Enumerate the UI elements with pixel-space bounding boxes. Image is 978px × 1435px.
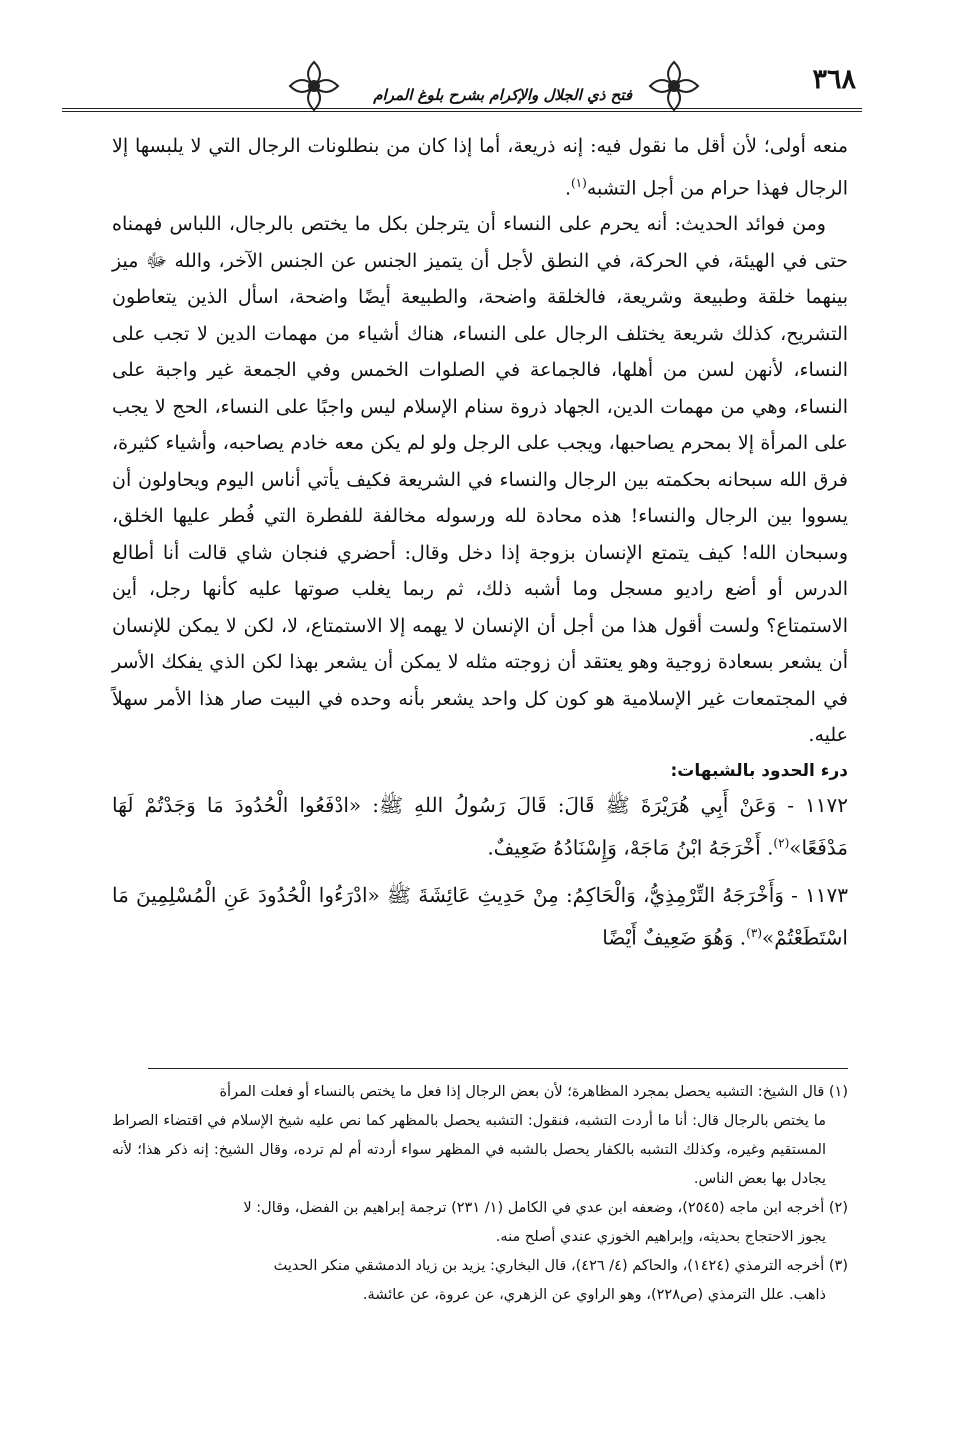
footnote-continuation: يجوز الاحتجاج بحديثه، وإبراهيم الخوزي عندي أصلح منه. [495,1229,826,1245]
ornament-icon [646,58,702,114]
footnotes [112,1078,848,1310]
footnote: (٢) أخرجه ابن ماجه (٢٥٤٥)، وضعفه ابن عدي في الكامل (١/ ٢٣١) ترجمة إبراهيم بن الفضل، وقال: لا [243,1200,848,1216]
header-divider [62,108,862,112]
page-header [62,58,862,120]
paragraph: منعه أولى؛ لأن أقل ما نقول فيه: إنه ذريعة، أما إذا كان من بنطلونات الرجال التي لا يلبسها إلا الرجال فهذا حرام من أجل التشبه$^{(١)}$. [112,135,848,199]
footnote-continuation: ذاهب. علل الترمذي (ص٢٢٨)، وهو الراوي عن الزهري، عن عروة، عن عائشة. [362,1287,826,1303]
footnote-continuation: ما يختص بالرجال قال: أنا ما أردت التشبه، فنقول: التشبه يحصل بالمظهر كما نص عليه شيخ الإسلام في اقتضاء الصراط المستقيم وغيره، وكذلك التشبه بالكفار يحصل بالشبه في المظهر سواء أردته أم لم ترده، وقال الشيخ: إنه ذكر هذا؛ لأنه يجادل بها بعض الناس. [112,1113,826,1187]
footnote-ref: (٢) [773,835,790,850]
footnote-divider [148,1068,848,1069]
hadith-entry: ١١٧٢ - وَعَنْ أَبِي هُرَيْرَةَ ﷺ قَالَ: قَالَ رَسُولُ اللهِ ﷺ: «ادْفَعُوا الْحُدُودَ مَا وَجَدْتُمْ لَهَا مَدْفَعًا»$^{(٢)}$. أَخْرَجَهُ ابْنُ مَاجَهْ، وَإِسْنَادُهُ ضَعِيفٌ. [112,792,848,860]
hadith-entry: ١١٧٣ - وَأَخْرَجَهُ التِّرْمِذِيُّ، وَالْحَاكِمُ: مِنْ حَدِيثِ عَائِشَةَ ﷺ «ادْرَءُوا الْحُدُودَ عَنِ الْمُسْلِمِينَ مَا اسْتَطَعْتُمْ»$^{(٣)}$. وَهُوَ ضَعِيفٌ أَيْضًا [112,883,848,951]
footnote: (١) قال الشيخ: التشبه يحصل بمجرد المظاهرة؛ لأن بعض الرجال إذا فعل ما يختص بالنساء أو فعلت المرأة [219,1084,848,1100]
paragraph: ومن فوائد الحديث: أنه يحرم على النساء أن يترجلن بكل ما يختص بالرجال، اللباس فهمناه حتى في الهيئة، في الحركة، في النطق لأجل أن يتميز الجنس عن الجنس الآخر، والله ﷻ ميز بينهما خلقة وطبيعة وشريعة، فالخلقة واضحة، والطبيعة أيضًا واضحة، اسأل الذين يتعاطون التشريح، كذلك شريعة يختلف الرجال على النساء، هناك أشياء من مهمات الدين لا تجب على النساء، لأنهن لسن من أهلها، فالجماعة في الصلوات الخمس وفي الجمعة غير واجبة على النساء، وهي من مهمات الدين، الجهاد ذروة سنام الإسلام ليس واجبًا على النساء، الحج لا يجب على المرأة إلا بمحرم يصاحبها، ويجب على الرجل ولو لم يكن معه خادم يصاحبه، وأشياء كثيرة، فرق الله سبحانه بحكمته بين الرجال والنساء في الشريعة فكيف يأتي أناس اليوم ويحاولون أن يسووا بين الرجال والنساء! هذه محادة لله ورسوله مخالفة للفطرة التي فُطر عليها الخلق، وسبحان الله! كيف يتمتع الإنسان بزوجة إذا دخل وقال: أحضري فنجان شاي قالت أنا أطالع الدرس أو أضع راديو مسجل وما أشبه ذلك، ثم ربما يغلب صوتها عليه كأنها رجل، أين الاستمتاع؟ ولست أقول هذا من أجل أن الإنسان لا يهمه إلا الاستمتاع، لا، لكن لا يمكن للإنسان أن يشعر بسعادة زوجية وهو يعتقد أن زوجته مثله لا يمكن أن يشعر بهذا لكن الذي يفكك الأسر في المجتمعات غير الإسلامية هو كون كل واحد يشعر بأنه وحده في البيت صار هذا الأمر سهلاً عليه. [112,213,848,747]
page-number: ٣٦٨ [812,64,856,95]
ornament-icon [286,58,342,114]
main-text [112,128,848,957]
section-heading: درء الحدود بالشبهات: [670,760,848,781]
footnote-ref: (٣) [746,926,762,941]
footnote: (٣) أخرجه الترمذي (١٤٢٤)، والحاكم (٤/ ٤٢٦)، قال البخاري: يزيد بن زياد الدمشقي منكر الحديث [273,1258,848,1274]
footnote-ref: (١) [570,175,587,190]
book-title: فتح ذي الجلال والإكرام بشرح بلوغ المرام [373,86,632,104]
